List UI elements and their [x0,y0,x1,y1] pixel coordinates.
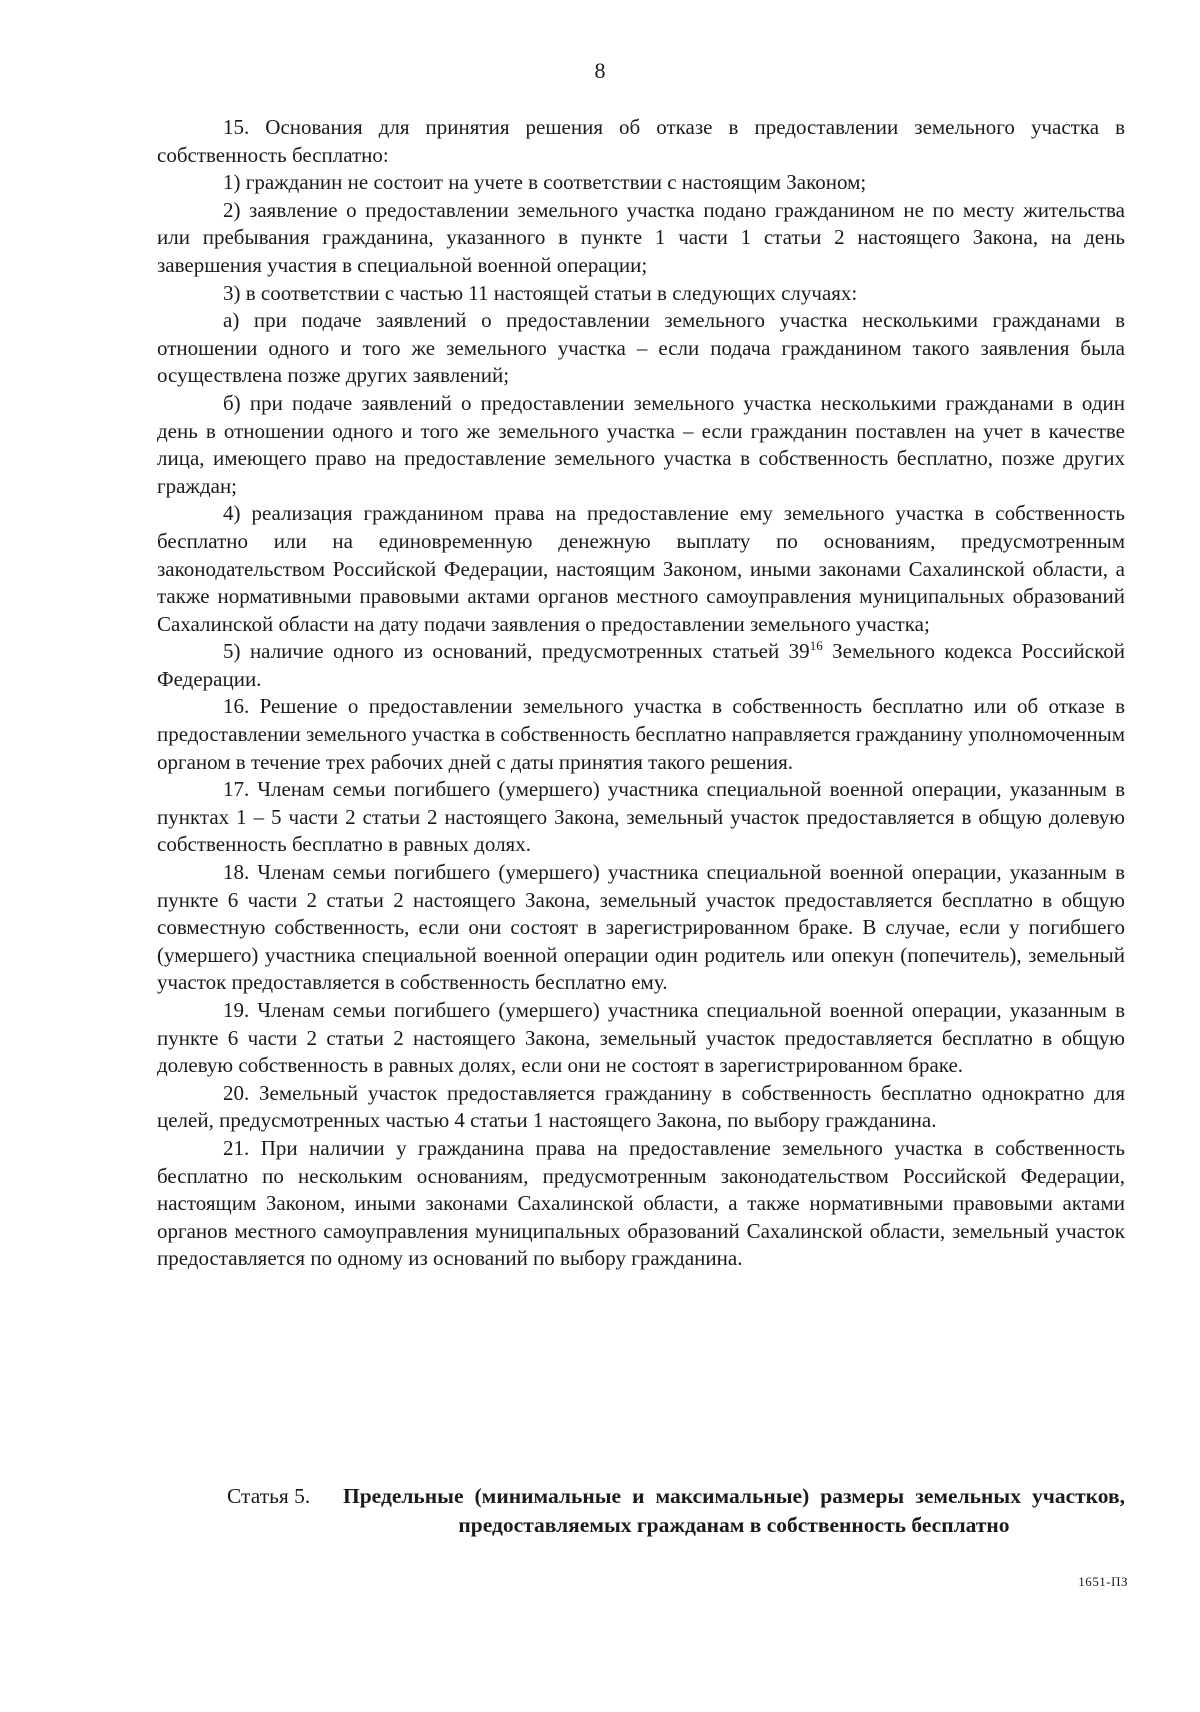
paragraph-15-item-3: 3) в соответствии с частью 11 настоящей статьи в следующих случаях: [223,280,858,305]
paragraph-15-item-2: 2) заявление о предоставлении земельного участка подано гражданином не по месту жительства или пребывания гражданина, указанного в пункте 1 части 1 статьи 2 настоящего Закона, на день завершения участия в специальной военной операции; [157,197,1125,277]
paragraph-18: 18. Членам семьи погибшего (умершего) участника специальной военной операции, указанным в пункте 6 части 2 статьи 2 настоящего Закона, земельный участок предоставляется бесплатно в общую совместную собственность, если они состоят в зарегистрированном браке. В случае, если у погибшего (умершего) участника специальной военной операции один родитель или опекун (попечитель), земельный участок предоставляется в собственность бесплатно ему. [157,860,1125,995]
paragraph-15-item-3b: б) при подаче заявлений о предоставлении земельного участка несколькими гражданами в один день в отношении одного и того же земельного участка – если гражданин поставлен на учет в качестве лица, имеющего право на предоставление земельного участка в собственность бесплатно, позже других граждан; [157,390,1125,498]
article-title: Предельные (минимальные и максимальные) размеры земельных участков, предоставляемых гражданам в собственность бесплатно [343,1484,1125,1537]
document-body [157,114,1125,1273]
item-5-text: 5) наличие одного из оснований, предусмотренных статьей 39 [223,639,810,664]
paragraph-15-item-5 [157,638,1125,693]
paragraph-20: 20. Земельный участок предоставляется гражданину в собственность бесплатно однократно для целей, предусмотренных частью 4 статьи 1 настоящего Закона, по выбору гражданина. [157,1080,1125,1133]
paragraph-15: 15. Основания для принятия решения об отказе в предоставлении земельного участка в собственность бесплатно: [157,115,1125,167]
paragraph-15-item-1: 1) гражданин не состоит на учете в соответствии с настоящим Законом; [223,170,867,195]
paragraph-21: 21. При наличии у гражданина права на предоставление земельного участка в собственность бесплатно по нескольким основаниям, предусмотренным законодательством Российской Федерации, настоящим Законом, иными законами Сахалинской области, а также нормативными правовыми актами органов местного самоуправления муниципальных образований Сахалинской области, земельный участок предоставляется по одному из оснований по выбору гражданина. [157,1135,1125,1271]
item-5-text-end: Земельного кодекса Российской Федерации. [157,639,1125,691]
paragraph-19: 19. Членам семьи погибшего (умершего) участника специальной военной операции, указанным в пункте 6 части 2 статьи 2 настоящего Закона, земельный участок предоставляется бесплатно в общую долевую собственность в равных долях, если они не состоят в зарегистрированном браке. [157,998,1125,1078]
paragraph-17: 17. Членам семьи погибшего (умершего) участника специальной военной операции, указанным в пунктах 1 – 5 части 2 статьи 2 настоящего Закона, земельный участок предоставляется в общую долевую собственность бесплатно в равных долях. [157,777,1125,857]
page-number: 8 [594,58,606,83]
document-code: 1651-ПЗ [1078,1574,1128,1589]
article-number: Статья 5. [227,1484,311,1508]
item-5-superscript: 16 [809,638,823,654]
paragraph-15-item-3a: а) при подаче заявлений о предоставлении земельного участка несколькими гражданами в отношении одного и того же земельного участка – если подача гражданином такого заявления была осуществлена позже других заявлений; [157,308,1125,388]
paragraph-15-item-4: 4) реализация гражданином права на предоставление ему земельного участка в собственность бесплатно или на единовременную денежную выплату по основаниям, предусмотренным законодательством Российской Федерации, настоящим Законом, иными законами Сахалинской области, а также нормативными правовыми актами органов местного самоуправления муниципальных образований Сахалинской области на дату подачи заявления о предоставлении земельного участка; [157,501,1125,636]
paragraph-16: 16. Решение о предоставлении земельного участка в собственность бесплатно или об отказе в предоставлении земельного участка в собственность бесплатно направляется гражданину уполномоченным органом в течение трех рабочих дней с даты принятия такого решения. [157,694,1125,774]
